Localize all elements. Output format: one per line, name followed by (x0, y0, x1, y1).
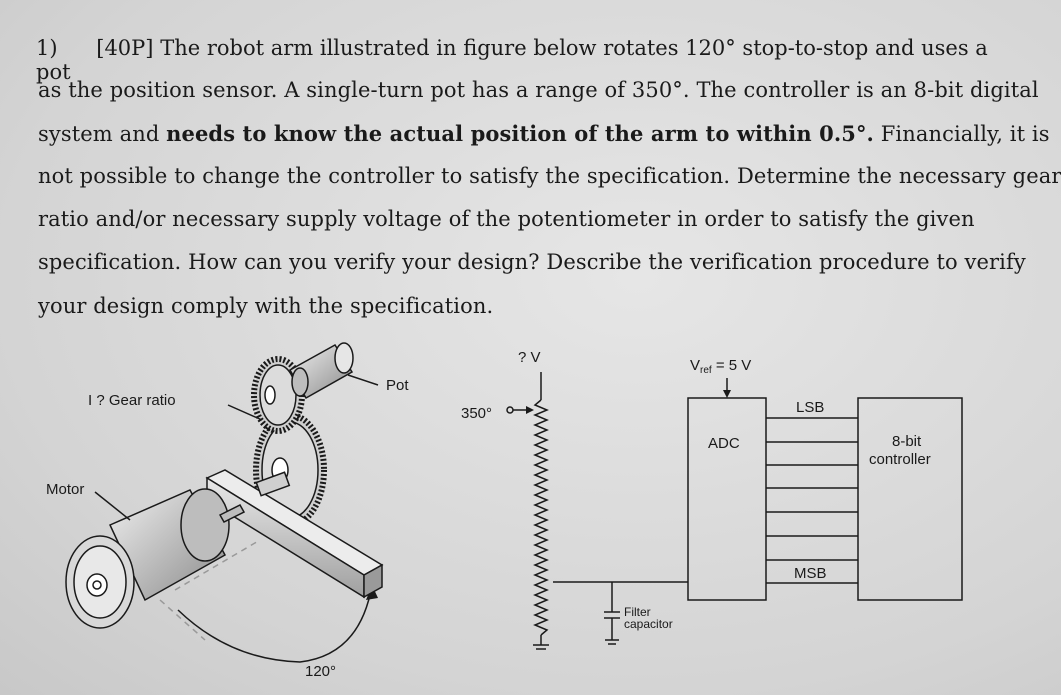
motor-leader (95, 492, 130, 520)
robot-arm-drawing (66, 343, 382, 662)
bold-specification: needs to know the actual position of the arm to within 0.5°. (166, 121, 874, 146)
problem-line-3: system and needs to know the actual position of the arm to within 0.5°. Financially, it is (38, 121, 1050, 146)
rotation-arc (178, 585, 372, 662)
potentiometer-resistor (535, 400, 547, 635)
controller-box (858, 398, 962, 600)
angle-label: 120° (305, 663, 337, 680)
problem-number: 1) [40P] The robot arm illustrated in figure below rotates 120° stop-to-stop and uses a pot (36, 36, 988, 84)
schematic (507, 372, 962, 649)
lsb-label: LSB (796, 399, 825, 416)
motor (66, 489, 244, 628)
adc-box (688, 398, 766, 600)
pot-angle-label: 350° (461, 405, 493, 422)
vref-label: $V_{ref} = 5$ V (690, 357, 752, 376)
problem-line-2: as the position sensor. A single-turn pot has a range of 350°. The controller is an 8-bit digital (38, 78, 1039, 102)
problem-line-7: your design comply with the specification. (38, 294, 494, 318)
controller-label-line2: controller (869, 451, 931, 468)
controller-label-line1: 8-bit (892, 433, 922, 450)
pot-label: Pot (386, 377, 409, 394)
data-bus (766, 418, 858, 583)
problem-points: [40P] (96, 36, 154, 60)
filter-label-line2: capacitor (624, 617, 673, 631)
adc-label: ADC (708, 435, 740, 452)
problem-line-6: specification. How can you verify your design? Describe the verification procedure to verify (38, 250, 1026, 274)
wiper-terminal (507, 407, 513, 413)
filter-label-line1: Filter (624, 605, 651, 619)
msb-label: MSB (794, 565, 827, 582)
problem-line-1: The robot arm illustrated in figure below rotates 120° stop-to-stop and uses a pot (36, 36, 988, 84)
gear-ratio-label: I ? Gear ratio (88, 392, 176, 409)
supply-voltage-label: ? V (518, 349, 541, 366)
problem-line-5: ratio and/or necessary supply voltage of the potentiometer in order to satisfy the given (38, 207, 975, 231)
problem-line-4: not possible to change the controller to satisfy the specification. Determine the necessary gear (38, 164, 1061, 188)
pot-leader (348, 375, 378, 385)
motor-label: Motor (46, 481, 85, 498)
pot-body (290, 343, 353, 398)
